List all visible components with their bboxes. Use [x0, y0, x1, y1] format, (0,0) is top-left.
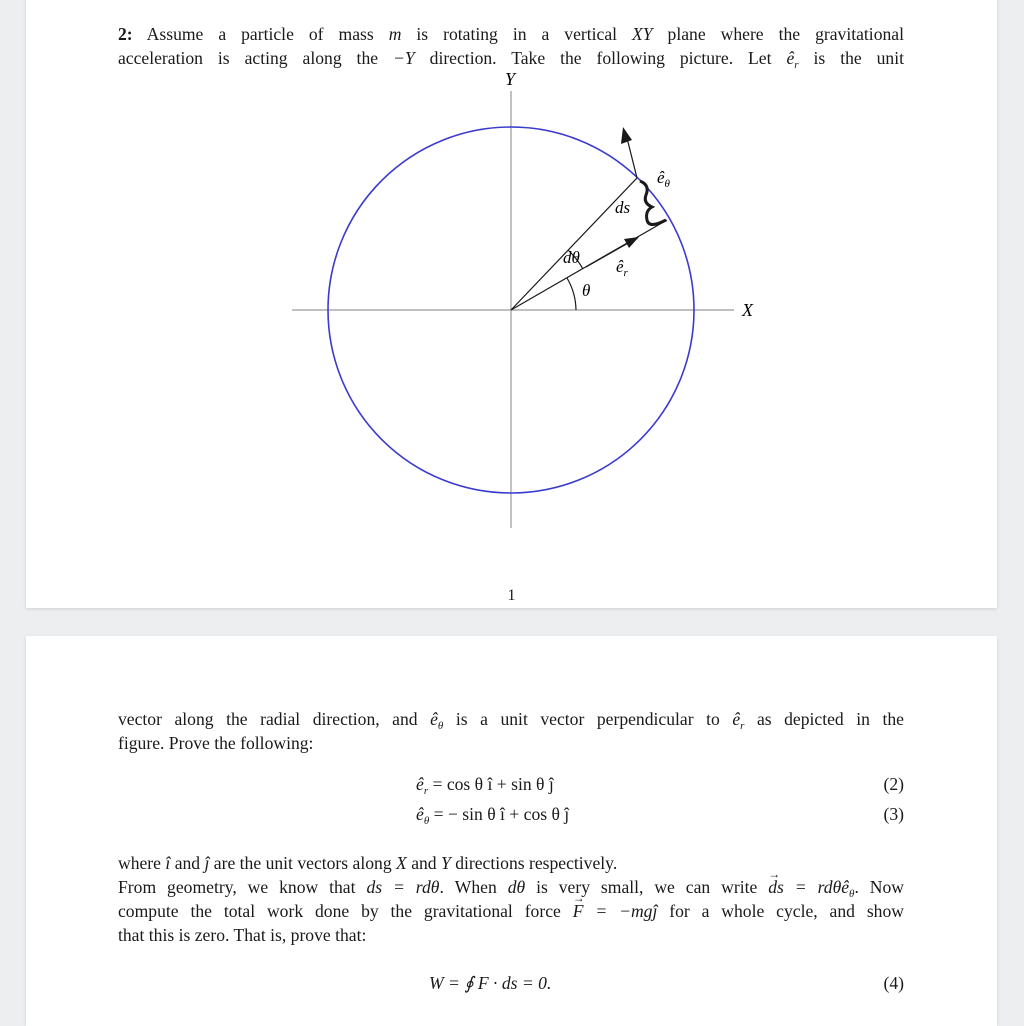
equation-4-number: (4): [883, 973, 904, 993]
equation-3-number: (3): [883, 804, 904, 824]
paragraph-work: [118, 851, 904, 947]
ds-brace: [640, 181, 666, 225]
e-theta-arrowhead: [621, 127, 632, 144]
e-theta-label: $ê_\theta$: [657, 168, 670, 190]
x-axis-label: X: [742, 300, 753, 320]
para2-line-4: that this is zero. That is, prove that:: [118, 925, 367, 945]
page-1: [26, 0, 997, 608]
equation-2-number: (2): [883, 774, 904, 794]
page-number: 1: [507, 587, 516, 604]
equation-2: $ê_r = \cos \theta$ î + sin θ ĵ (2): [416, 774, 904, 797]
e-r-label: $ê_r$: [616, 257, 628, 279]
circle-figure: [26, 54, 997, 574]
para2-line-2: From geometry, we know that ds = rdθ. When dθ is very small, we can write → ds = rdθê$_\theta$. Now: [118, 875, 904, 899]
intro-line-2: acceleration is acting along the −Y direction. Take the following picture. Let $ê_r$ is the unit: [118, 48, 905, 71]
problem-number: 2:: [118, 24, 133, 44]
equation-3: $ê_\theta$ = − sin θ î + cos θ ĵ (3): [416, 804, 904, 827]
ds-label: ds: [615, 198, 631, 217]
theta-arc: [567, 278, 576, 310]
paragraph-unit-vectors: [118, 707, 904, 755]
theta-label: θ: [582, 281, 591, 300]
intro-line-1: 2: Assume a particle of mass m is rotating in a vertical XY plane where the gravitational: [118, 24, 904, 44]
para2-line-1: where î and ĵ are the unit vectors along X and Y directions respectively.: [118, 853, 618, 873]
para2-line-3: compute the total work done by the gravitational force → F = −mgĵ for a whole cycle, and show: [118, 899, 904, 923]
para1-line-2: figure. Prove the following:: [118, 733, 314, 753]
y-axis-label: Y: [504, 69, 516, 89]
dtheta-label: dθ: [563, 248, 580, 267]
para1-line-1: vector along the radial direction, and $ê_\theta$ is a unit vector perpendicular to $ê_r$ as depicted in the: [118, 709, 904, 732]
e-r-arrowhead: [624, 237, 639, 248]
page-2: [26, 636, 997, 1026]
equation-4: W = ∮ F · ds = 0. (4): [429, 973, 904, 993]
